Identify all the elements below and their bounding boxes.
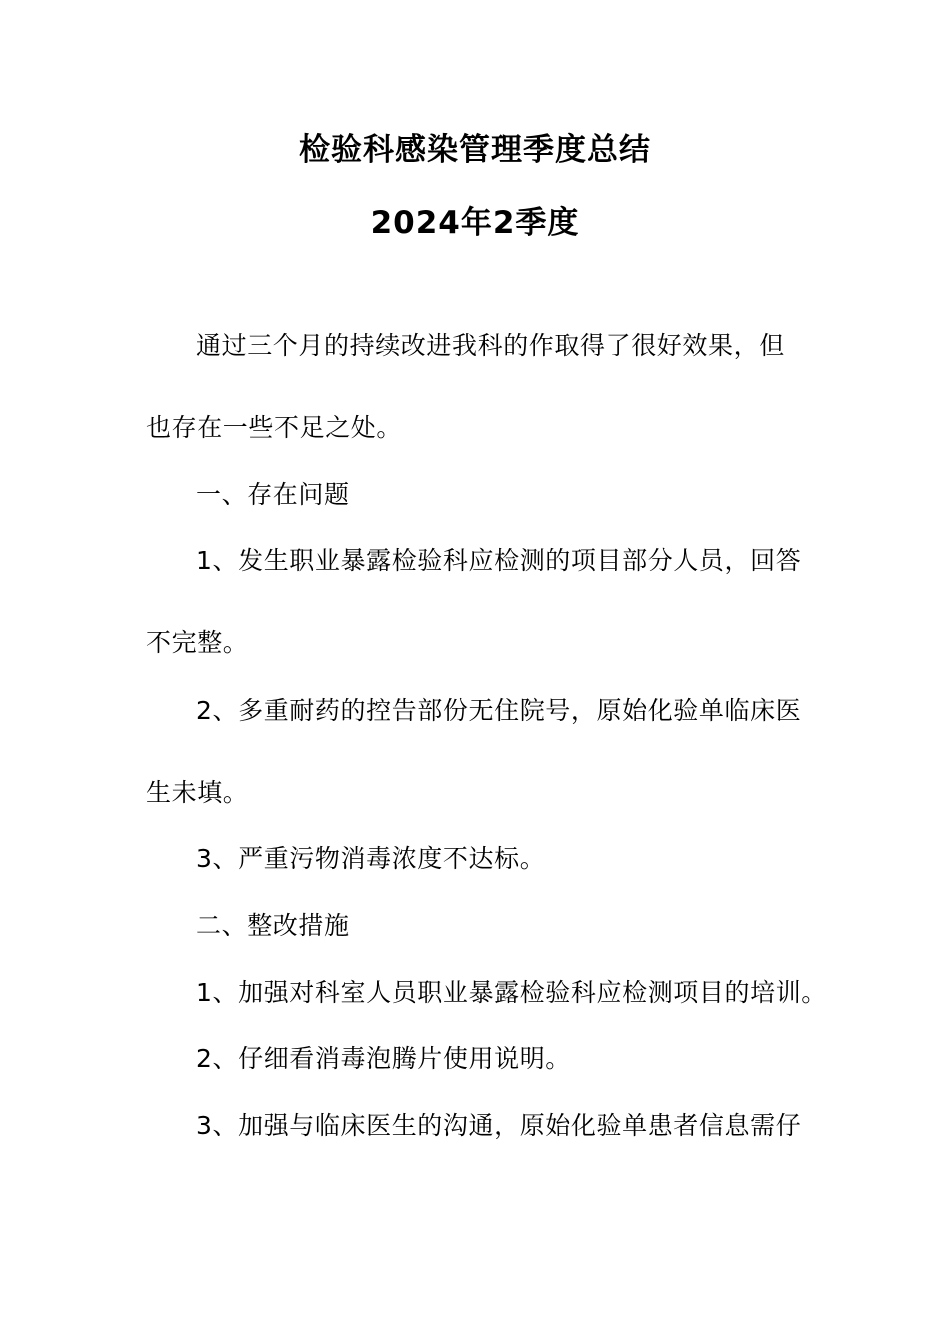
paragraph-line: 2、仔细看消毒泡腾片使用说明。 [196,1044,571,1073]
document-title: 检验科感染管理季度总结 [299,132,651,168]
paragraph-line: 通过三个月的持续改进我科的作取得了很好效果，但 [196,331,785,360]
paragraph-line: 1、加强对科室人员职业暴露检验科应检测项目的培训。 [196,978,827,1007]
document-subtitle: 2024年2季度 [370,205,580,241]
section-heading: 一、存在问题 [196,480,350,509]
paragraph-line: 3、加强与临床医生的沟通，原始化验单患者信息需仔 [196,1111,802,1140]
paragraph-line: 不完整。 [146,628,249,657]
paragraph-line: 2、多重耐药的控告部份无住院号，原始化验单临床医 [196,696,802,725]
paragraph-line: 也存在一些不足之处。 [146,413,403,442]
section-heading: 二、整改措施 [196,911,350,940]
paragraph-line: 3、严重污物消毒浓度不达标。 [196,844,546,873]
paragraph-line: 生未填。 [146,778,249,807]
paragraph-line: 1、发生职业暴露检验科应检测的项目部分人员，回答 [196,546,802,575]
